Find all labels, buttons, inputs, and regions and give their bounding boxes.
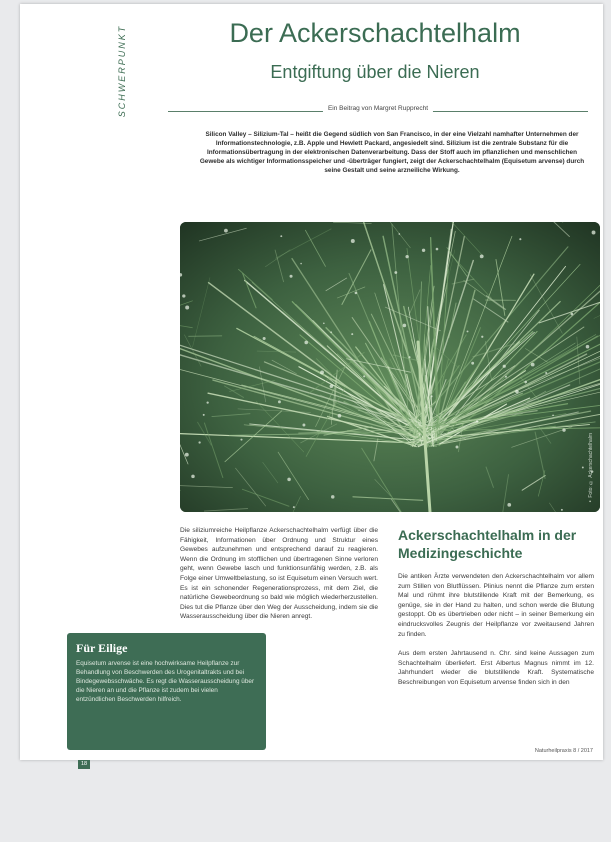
body-column-right <box>398 526 594 698</box>
summary-box <box>67 633 266 750</box>
author-line <box>168 106 588 116</box>
page-number: 18 <box>78 760 90 769</box>
body-column-left: Die siliziumreiche Heilpflanze Ackerschachtelhalm verfügt über die Fähigkeit, Informationen über Ordnung und Struktur eines Gewebes aufzunehmen und entsprechend darauf zu reagieren. Wenn die Ordnung im stofflichen und übertragenen Sinne verloren geht, wenn Gewebe lasch und funktionsunfähig werden, z.B. als Folge einer Umweltbelastung, so ist Equisetum einen Versuch wert. Es ist ein schonender Regenerationsprozess, mit dem Ziel, die natürliche Gewebeordnung so bald wie möglich wiederherzustellen. Dies tut die Pflanze über den Weg der Ausscheidung, indem sie die Wasserausscheidung über die Nieren anregt. <box>180 527 378 621</box>
body-paragraph: Aus dem ersten Jahrtausend n. Chr. sind keine Aussagen zum Schachtelhalm überliefert. Erst Albertus Magnus nimmt im 12. Jahrhundert wieder die blutstillende Kraft. Systematische Beschreibungen von Equisetum arvense finden sich in den <box>398 650 594 686</box>
section-label: SCHWERPUNKT <box>117 24 127 118</box>
article-title: Der Ackerschachtelhalm <box>229 18 521 48</box>
article-subtitle: Entgiftung über die Nieren <box>270 62 480 82</box>
photo-credit: Foto: © Ackerschachtelhalm <box>588 433 594 498</box>
footer-issue: Naturheilpraxis 8 / 2017 <box>534 748 593 754</box>
section-heading: Ackerschachtelhalm in der Medizingeschichte <box>398 527 577 561</box>
magazine-page <box>20 4 603 760</box>
horsetail-image <box>180 222 600 512</box>
horsetail-photo <box>180 222 600 512</box>
intro-paragraph: Silicon Valley – Silizium-Tal – heißt die Gegend südlich von San Francisco, in der eine Vielzahl namhafter Unternehmen der Informationstechnologie, z.B. Apple und Hewlett Packard, angesiedelt sind. Silizium ist die zentrale Substanz für die Informationsübertragung in der elektronischen Datenverarbeitung. Dass der Stoff auch im pflanzlichen und menschlichen Gewebe als wichtiger Informationsspeicher und -überträger fungiert, zeigt der Ackerschachtelhalm (Equisetum arvense) durch seine Gestalt und seine arzneiliche Wirkung. <box>199 131 585 174</box>
body-paragraph: Die antiken Ärzte verwendeten den Ackerschachtelhalm vor allem zum Stillen von Blutflüssen. Plinius nennt die Pflanze zum ersten Mal und rühmt ihre blutstillende Kraft mit der Bemerkung, es genüge, sie in der Hand zu halten, und schon werde die Blutung gestoppt. Ob es übertrieben oder nicht – in seiner Bemerkung ein eindrucksvolles Zeugnis der Heilpflanze vor zweitausend Jahren zu finden. <box>398 573 594 638</box>
author: Ein Beitrag von Margret Rupprecht <box>323 105 433 112</box>
summary-text: Equisetum arvense ist eine hochwirksame Heilpflanze zur Behandlung von Beschwerden des Urogenitaltrakts und bei Bindegewebsschwäche. Es regt die Wasserausscheidung über die Nieren an und die Pflanze ist zudem bei vielen entzündlichen Beschwerden hilfreich. <box>76 660 255 703</box>
summary-title: Für Eilige <box>76 641 128 655</box>
